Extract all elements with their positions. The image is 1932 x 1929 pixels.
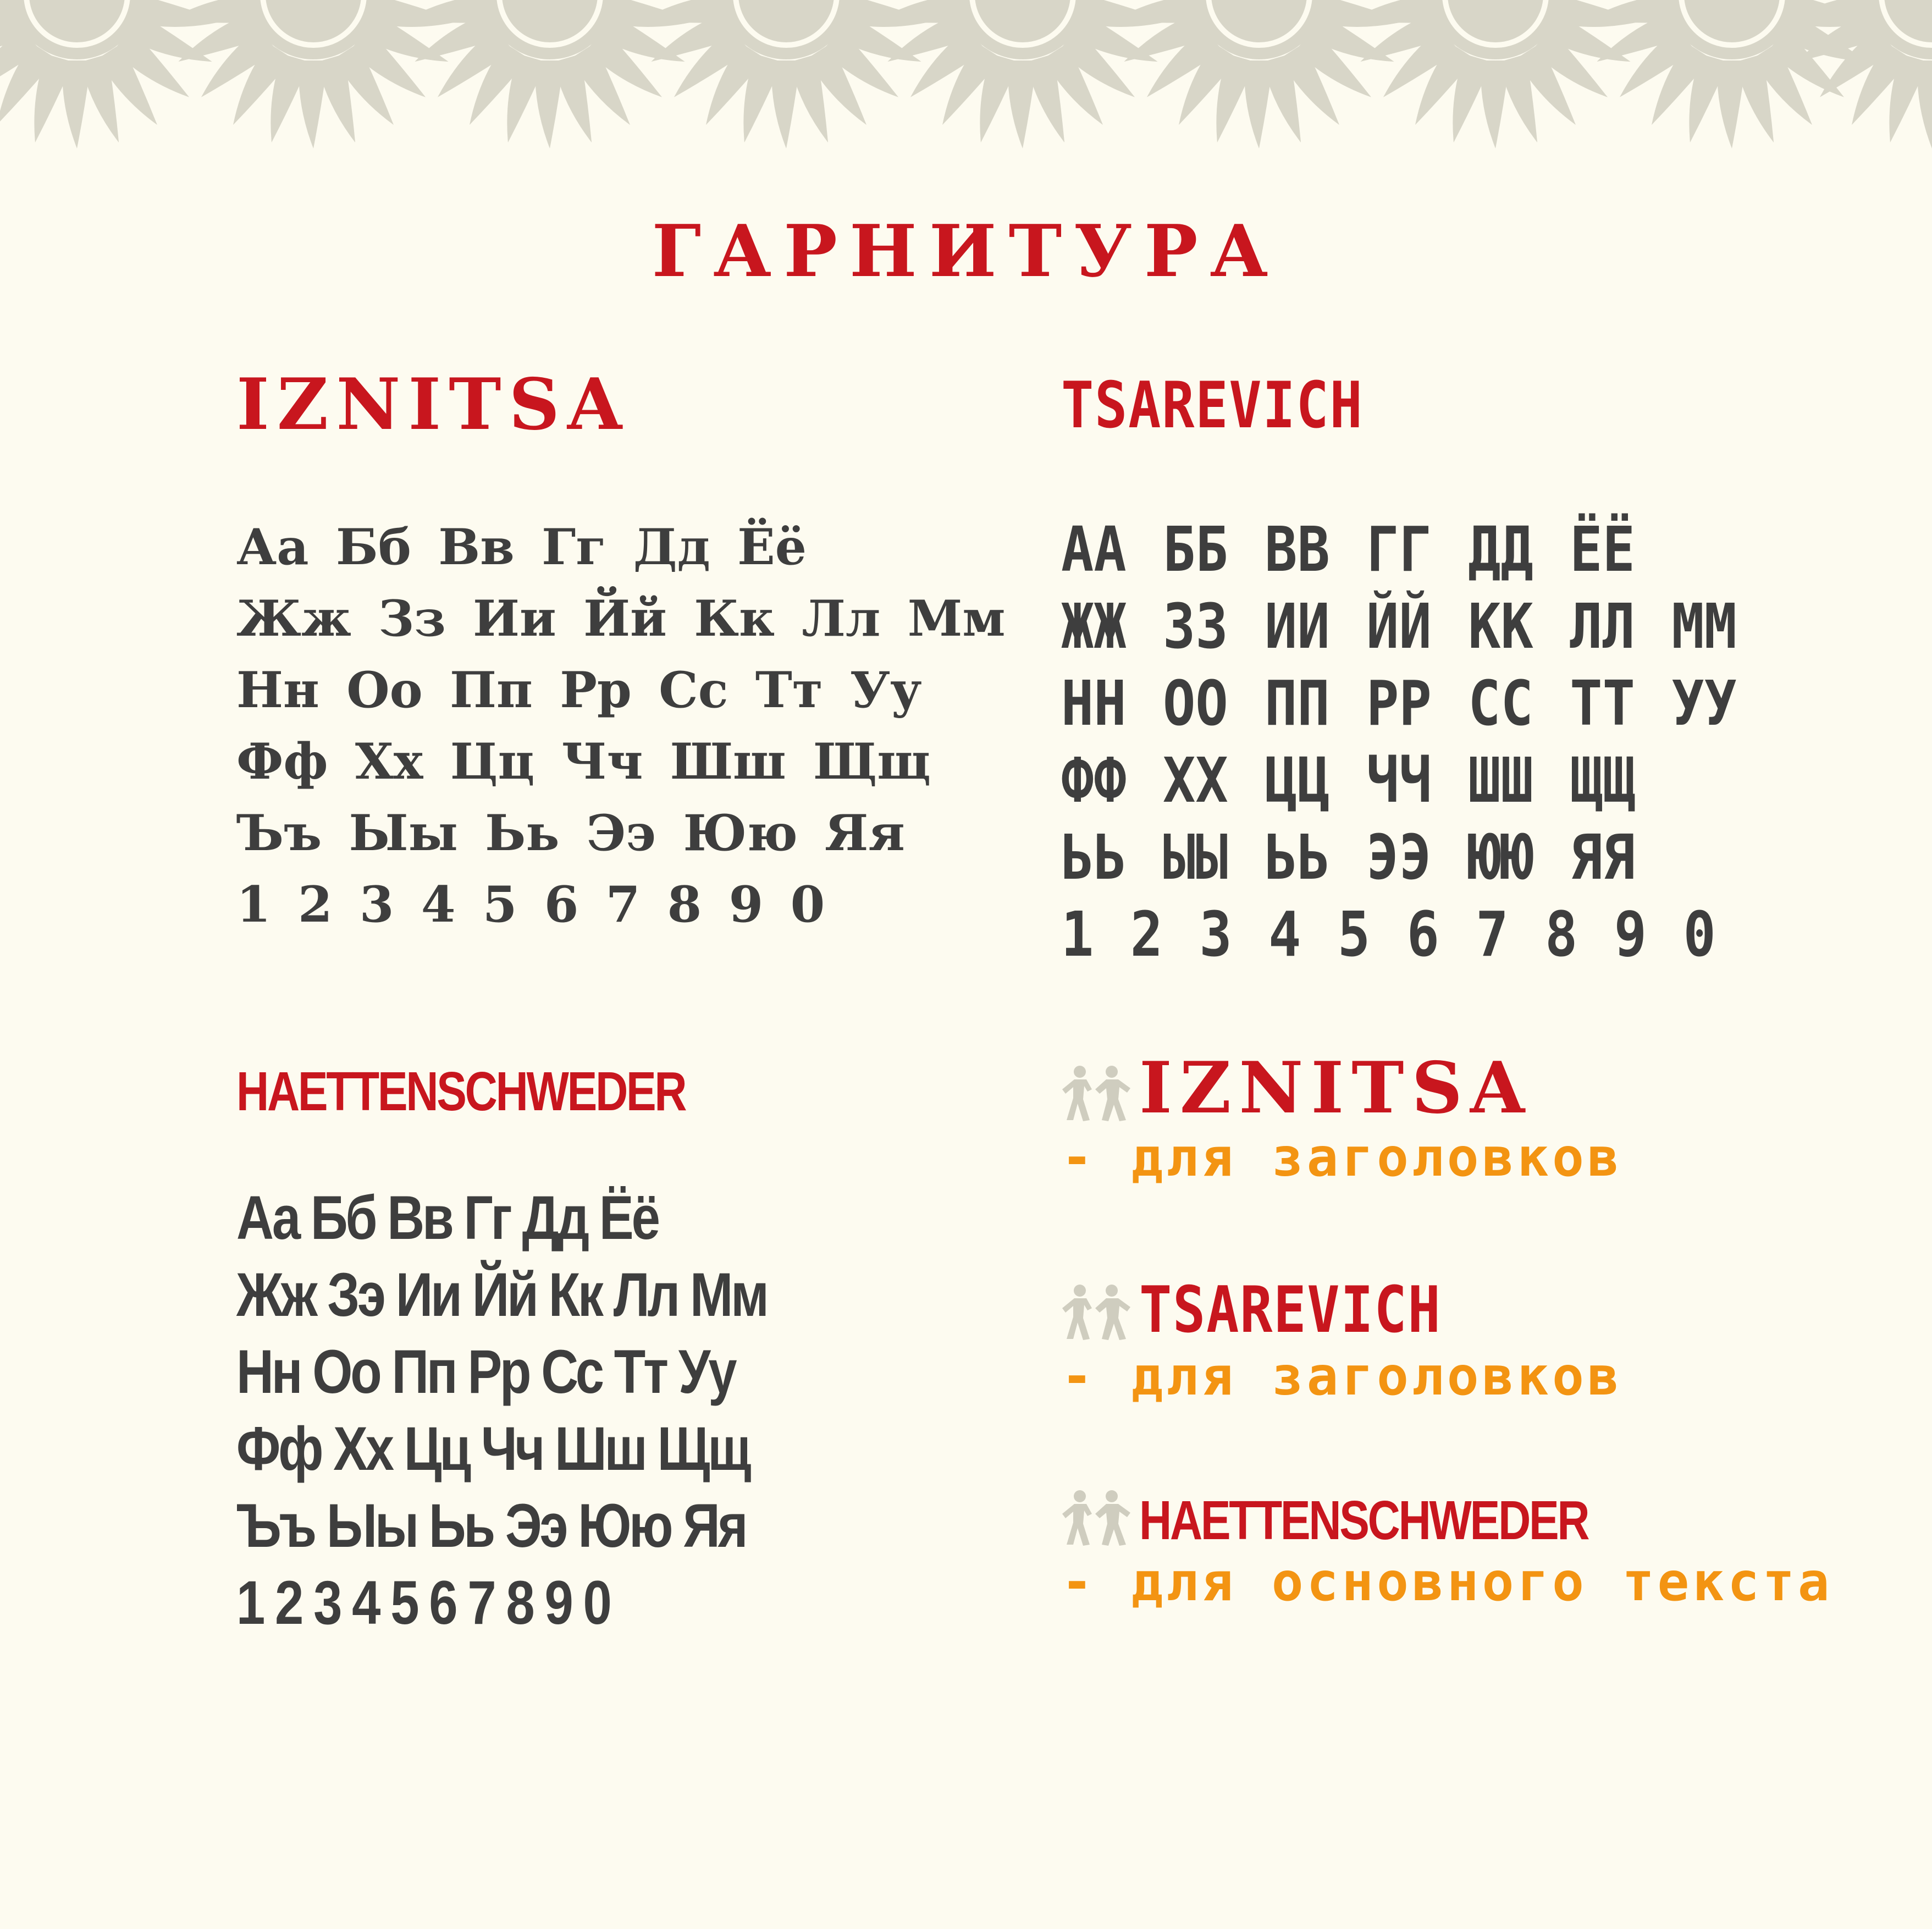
glyph-line: Аа Бб Вв Гг Дд Ёё bbox=[236, 518, 807, 576]
glyph-line: 1 2 3 4 5 6 7 8 9 0 bbox=[1061, 899, 1716, 971]
glyph-line: 1 2 3 4 5 6 7 8 9 0 bbox=[236, 1568, 610, 1637]
usage-description: - для заголовков bbox=[1061, 1346, 1622, 1407]
font-name-iznitsa: IZNITSA bbox=[236, 363, 630, 446]
glyph-line: ФФ ХХ ЦЦ ЧЧ ШШ ЩЩ bbox=[1061, 745, 1635, 817]
sun-motif bbox=[1349, 0, 1643, 148]
usage-font-name: HAETTENSCHWEDER bbox=[1139, 1490, 1588, 1551]
glyph-line: Фф Хх Цц Чч Шш Щщ bbox=[236, 732, 931, 791]
usage-font-name: IZNITSA bbox=[1139, 1047, 1533, 1129]
usage-item-tsarevich bbox=[1061, 1273, 1622, 1407]
glyph-line: Ъъ Ыы Ьь Ээ Юю Яя bbox=[236, 804, 905, 862]
glyph-line: Жж Зэ Ии Йй Кк Лл Мм bbox=[236, 1260, 767, 1329]
glyph-line: Нн Оо Пп Рр Сс Тт Уу bbox=[236, 661, 922, 719]
sun-motif bbox=[403, 0, 697, 148]
usage-item-iznitsa bbox=[1061, 1047, 1622, 1188]
dancers-icon bbox=[1061, 1063, 1133, 1123]
usage-description: - для основного текста bbox=[1061, 1551, 1833, 1613]
glyph-line: ЖЖ ЗЗ ИИ ЙЙ КК ЛЛ ММ bbox=[1061, 591, 1737, 663]
glyph-line: Фф Хх Цц Чч Шш Щщ bbox=[236, 1414, 749, 1483]
usage-font-name: TSAREVICH bbox=[1139, 1273, 1442, 1347]
glyph-sample-iznitsa bbox=[236, 511, 1006, 940]
glyph-sample-haettenschweder bbox=[236, 1180, 767, 1641]
dancers-icon bbox=[1061, 1487, 1133, 1548]
sun-motif bbox=[639, 0, 934, 148]
glyph-line: Жж Зз Ии Йй Кк Лл Мм bbox=[236, 589, 1006, 648]
sun-motif bbox=[167, 0, 461, 148]
page-title: ГАРНИТУРА bbox=[652, 209, 1280, 293]
glyph-line: Нн Оо Пп Рр Сс Тт Уу bbox=[236, 1337, 735, 1406]
font-name-tsarevich: TSAREVICH bbox=[1061, 368, 1364, 443]
usage-item-haettenschweder bbox=[1061, 1487, 1833, 1613]
glyph-sample-tsarevich bbox=[1061, 511, 1737, 973]
glyph-line: НН ОО ПП РР СС ТТ УУ bbox=[1061, 668, 1737, 740]
glyph-line: Аа Бб Вв Гг Дд Ёё bbox=[236, 1183, 658, 1252]
sun-ornament-border bbox=[0, 0, 1932, 165]
sun-motif bbox=[1112, 0, 1406, 148]
font-name-haettenschweder: HAETTENSCHWEDER bbox=[236, 1061, 686, 1122]
dancers-icon bbox=[1061, 1282, 1133, 1342]
glyph-line: ЬЬ ЫЫ ЬЬ ЭЭ ЮЮ ЯЯ bbox=[1061, 822, 1635, 894]
usage-description: - для заголовков bbox=[1061, 1127, 1622, 1188]
glyph-line: 1 2 3 4 5 6 7 8 9 0 bbox=[236, 875, 825, 934]
sun-motif bbox=[0, 0, 224, 148]
glyph-line: Ъъ Ыы Ьь Ээ Юю Яя bbox=[236, 1491, 746, 1560]
glyph-line: АА ББ ВВ ГГ ДД ЁЁ bbox=[1061, 514, 1635, 586]
sun-motif bbox=[876, 0, 1170, 148]
